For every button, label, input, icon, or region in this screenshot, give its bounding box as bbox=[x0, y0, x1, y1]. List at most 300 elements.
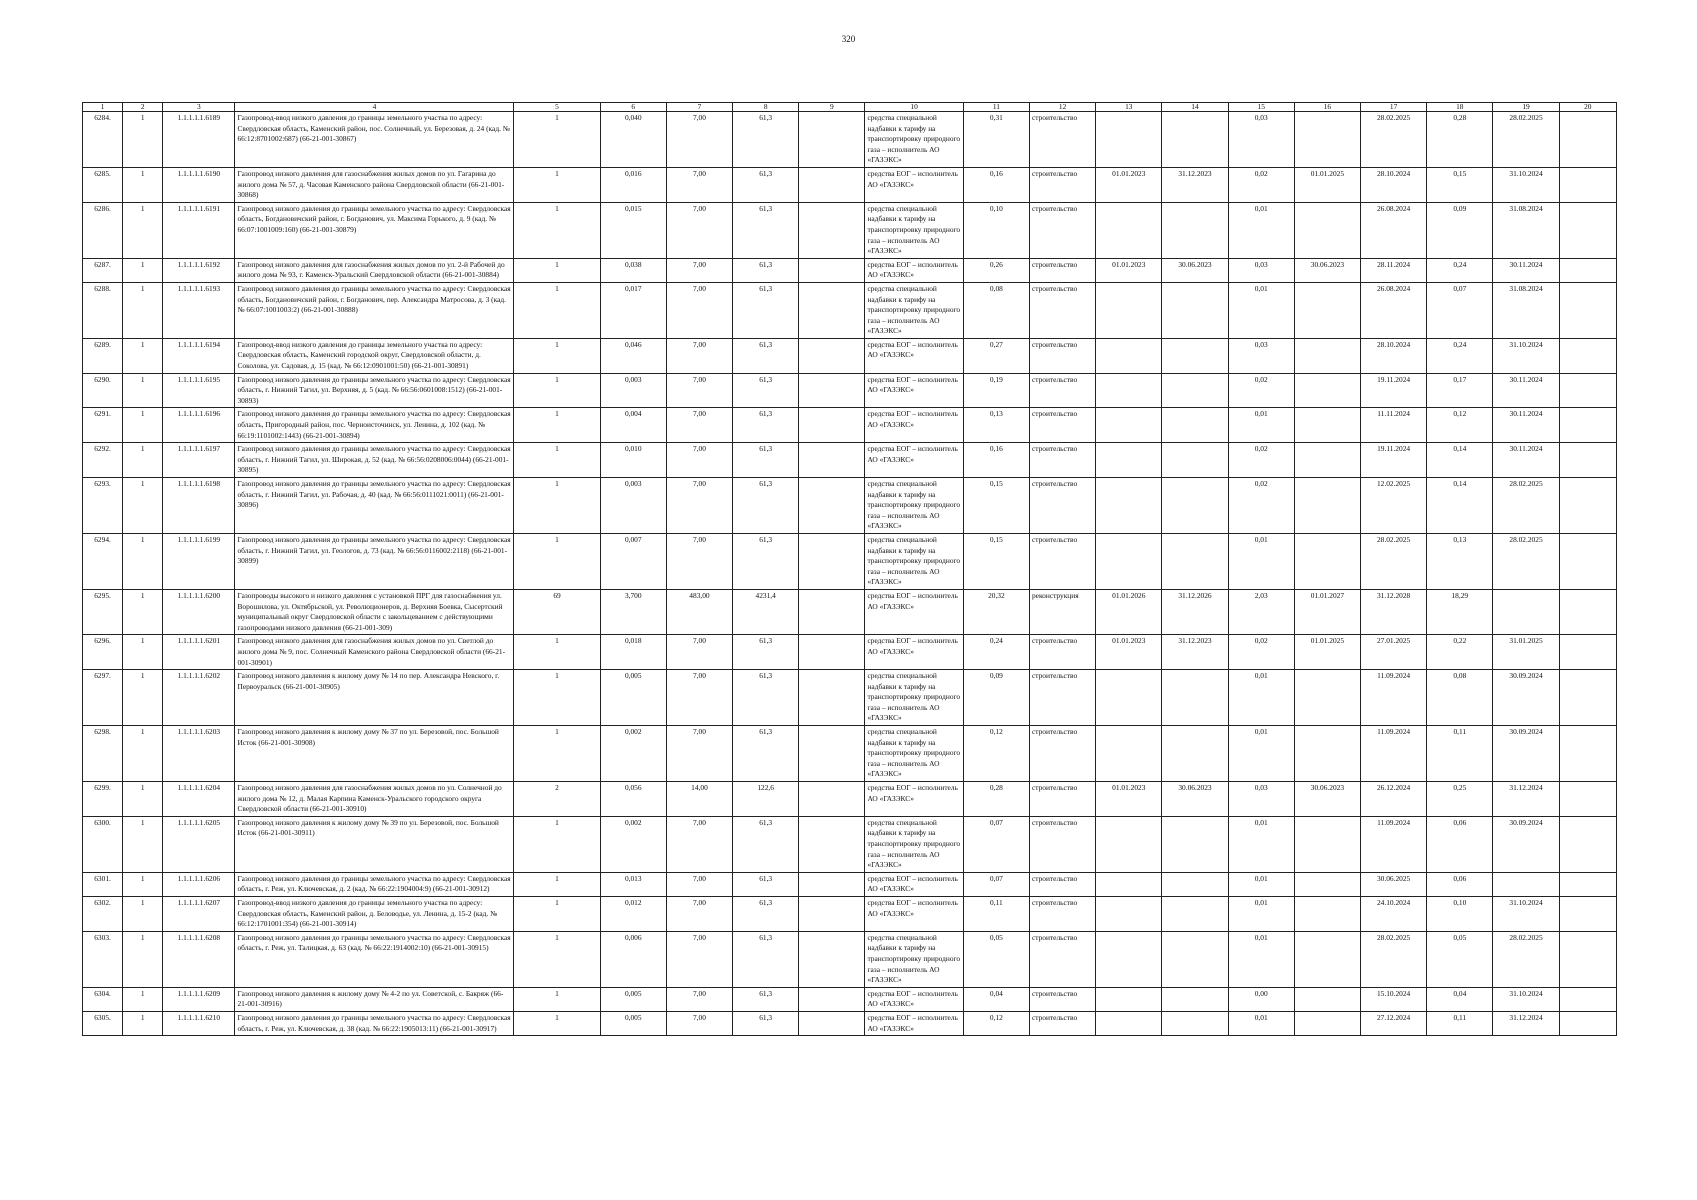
col-18-cell: 0,24 bbox=[1427, 258, 1493, 282]
col-2-cell: 1 bbox=[123, 373, 163, 408]
col-6-cell: 0,010 bbox=[600, 443, 666, 478]
col-19-cell: 31.08.2024 bbox=[1493, 202, 1559, 258]
funding-source-cell: средства ЕОГ – исполнитель АО «ГАЗЭКС» bbox=[865, 1011, 963, 1035]
col-19-cell: 30.11.2024 bbox=[1493, 373, 1559, 408]
col-20-cell bbox=[1559, 670, 1616, 726]
table-row bbox=[83, 373, 1617, 408]
column-header: 13 bbox=[1096, 103, 1162, 112]
column-header: 3 bbox=[163, 103, 235, 112]
col-16-cell bbox=[1294, 408, 1360, 443]
col-14-cell bbox=[1162, 987, 1228, 1011]
row-number-cell: 6291. bbox=[83, 408, 123, 443]
work-type-cell: строительство bbox=[1029, 816, 1095, 872]
col-18-cell: 0,14 bbox=[1427, 478, 1493, 534]
object-code-cell: 1.1.1.1.1.6210 bbox=[163, 1011, 235, 1035]
row-number-cell: 6300. bbox=[83, 816, 123, 872]
col-8-cell: 122,6 bbox=[733, 782, 799, 817]
col-14-cell: 30.06.2023 bbox=[1162, 258, 1228, 282]
col-5-cell: 1 bbox=[514, 167, 600, 202]
object-description-cell: Газопроводы высокого и низкого давления с установкой ПРГ для газоснабжения ул. Ворошилова, ул. Октябрьской, ул. Революционеров, д. Верхняя Боевка, Сысертский муниципальный округ Свердловской области с закольцеванием с действующими газопроводами низкого давления (66-21-001-309) bbox=[235, 589, 514, 634]
col-13-cell bbox=[1096, 282, 1162, 338]
table-row bbox=[83, 726, 1617, 782]
row-number-cell: 6293. bbox=[83, 478, 123, 534]
col-7-cell: 7,00 bbox=[666, 112, 732, 168]
col-5-cell: 1 bbox=[514, 112, 600, 168]
col-17-cell: 27.12.2024 bbox=[1361, 1011, 1427, 1035]
col-11-cell: 0,04 bbox=[963, 987, 1029, 1011]
col-18-cell: 0,25 bbox=[1427, 782, 1493, 817]
work-type-cell: строительство bbox=[1029, 408, 1095, 443]
table-row bbox=[83, 782, 1617, 817]
col-15-cell: 0,01 bbox=[1228, 408, 1294, 443]
col-11-cell: 0,07 bbox=[963, 816, 1029, 872]
col-8-cell: 4231,4 bbox=[733, 589, 799, 634]
col-19-cell: 31.10.2024 bbox=[1493, 987, 1559, 1011]
object-description-cell: Газопровод низкого давления до границы земельного участка по адресу: Свердловская область, г. Нижний Тагил, ул. Рабочая, д. 40 (кад. № 66:56:0111021:0011) (66-21-001-30896) bbox=[235, 478, 514, 534]
funding-source-cell: средства специальной надбавки к тарифу на транспортировку природного газа – исполнитель АО «ГАЗЭКС» bbox=[865, 282, 963, 338]
col-13-cell bbox=[1096, 408, 1162, 443]
col-16-cell bbox=[1294, 443, 1360, 478]
column-header: 17 bbox=[1361, 103, 1427, 112]
col-20-cell bbox=[1559, 533, 1616, 589]
col-18-cell: 0,22 bbox=[1427, 635, 1493, 670]
col-19-cell: 30.11.2024 bbox=[1493, 443, 1559, 478]
col-5-cell: 1 bbox=[514, 373, 600, 408]
object-description-cell: Газопровод низкого давления для газоснабжения жилых домов по ул. Светлой до жилого дома № 9, пос. Солнечный Каменского района Свердловской области (66-21-001-30901) bbox=[235, 635, 514, 670]
col-16-cell bbox=[1294, 816, 1360, 872]
row-number-cell: 6288. bbox=[83, 282, 123, 338]
col-15-cell: 0,02 bbox=[1228, 635, 1294, 670]
col-5-cell: 2 bbox=[514, 782, 600, 817]
col-13-cell bbox=[1096, 373, 1162, 408]
funding-source-cell: средства ЕОГ – исполнитель АО «ГАЗЭКС» bbox=[865, 872, 963, 896]
col-5-cell: 1 bbox=[514, 1011, 600, 1035]
col-5-cell: 1 bbox=[514, 726, 600, 782]
col-18-cell: 18,29 bbox=[1427, 589, 1493, 634]
work-type-cell: строительство bbox=[1029, 533, 1095, 589]
work-type-cell: строительство bbox=[1029, 282, 1095, 338]
col-16-cell bbox=[1294, 533, 1360, 589]
table-row bbox=[83, 202, 1617, 258]
col-5-cell: 1 bbox=[514, 816, 600, 872]
col-13-cell: 01.01.2026 bbox=[1096, 589, 1162, 634]
col-6-cell: 0,002 bbox=[600, 726, 666, 782]
col-16-cell bbox=[1294, 338, 1360, 373]
col-14-cell bbox=[1162, 533, 1228, 589]
col-16-cell bbox=[1294, 1011, 1360, 1035]
col-6-cell: 0,004 bbox=[600, 408, 666, 443]
col-8-cell: 61,3 bbox=[733, 726, 799, 782]
col-8-cell: 61,3 bbox=[733, 338, 799, 373]
col-15-cell: 0,01 bbox=[1228, 816, 1294, 872]
col-13-cell bbox=[1096, 872, 1162, 896]
col-15-cell: 0,03 bbox=[1228, 258, 1294, 282]
page-number: 320 bbox=[841, 34, 856, 44]
col-6-cell: 0,003 bbox=[600, 373, 666, 408]
col-11-cell: 0,16 bbox=[963, 443, 1029, 478]
col-6-cell: 0,040 bbox=[600, 112, 666, 168]
col-17-cell: 28.10.2024 bbox=[1361, 167, 1427, 202]
col-6-cell: 0,016 bbox=[600, 167, 666, 202]
col-20-cell bbox=[1559, 338, 1616, 373]
col-9-cell bbox=[799, 202, 865, 258]
row-number-cell: 6298. bbox=[83, 726, 123, 782]
col-9-cell bbox=[799, 896, 865, 931]
col-6-cell: 0,046 bbox=[600, 338, 666, 373]
col-13-cell: 01.01.2023 bbox=[1096, 782, 1162, 817]
col-17-cell: 15.10.2024 bbox=[1361, 987, 1427, 1011]
col-13-cell bbox=[1096, 478, 1162, 534]
col-11-cell: 0,12 bbox=[963, 1011, 1029, 1035]
col-14-cell: 31.12.2026 bbox=[1162, 589, 1228, 634]
col-8-cell: 61,3 bbox=[733, 478, 799, 534]
object-description-cell: Газопровод низкого давления до границы земельного участка по адресу: Свердловская область, г. Нижний Тагил, ул. Верхняя, д. 5 (кад. № 66:56:0601008:1512) (66-21-001-30893) bbox=[235, 373, 514, 408]
table-row bbox=[83, 443, 1617, 478]
col-17-cell: 11.09.2024 bbox=[1361, 726, 1427, 782]
col-2-cell: 1 bbox=[123, 896, 163, 931]
col-17-cell: 27.01.2025 bbox=[1361, 635, 1427, 670]
col-15-cell: 0,01 bbox=[1228, 202, 1294, 258]
row-number-cell: 6297. bbox=[83, 670, 123, 726]
col-13-cell: 01.01.2023 bbox=[1096, 167, 1162, 202]
row-number-cell: 6305. bbox=[83, 1011, 123, 1035]
work-type-cell: строительство bbox=[1029, 112, 1095, 168]
col-13-cell bbox=[1096, 202, 1162, 258]
funding-source-cell: средства ЕОГ – исполнитель АО «ГАЗЭКС» bbox=[865, 635, 963, 670]
column-header: 18 bbox=[1427, 103, 1493, 112]
row-number-cell: 6285. bbox=[83, 167, 123, 202]
object-code-cell: 1.1.1.1.1.6197 bbox=[163, 443, 235, 478]
col-20-cell bbox=[1559, 478, 1616, 534]
col-14-cell bbox=[1162, 872, 1228, 896]
col-20-cell bbox=[1559, 202, 1616, 258]
col-17-cell: 30.06.2025 bbox=[1361, 872, 1427, 896]
col-15-cell: 0,01 bbox=[1228, 931, 1294, 987]
col-16-cell bbox=[1294, 931, 1360, 987]
col-2-cell: 1 bbox=[123, 112, 163, 168]
col-2-cell: 1 bbox=[123, 589, 163, 634]
table-row bbox=[83, 635, 1617, 670]
col-8-cell: 61,3 bbox=[733, 282, 799, 338]
col-19-cell bbox=[1493, 589, 1559, 634]
col-2-cell: 1 bbox=[123, 782, 163, 817]
col-11-cell: 0,27 bbox=[963, 338, 1029, 373]
col-19-cell: 31.10.2024 bbox=[1493, 167, 1559, 202]
object-code-cell: 1.1.1.1.1.6194 bbox=[163, 338, 235, 373]
object-code-cell: 1.1.1.1.1.6202 bbox=[163, 670, 235, 726]
col-18-cell: 0,11 bbox=[1427, 726, 1493, 782]
col-2-cell: 1 bbox=[123, 478, 163, 534]
col-14-cell bbox=[1162, 202, 1228, 258]
col-7-cell: 7,00 bbox=[666, 282, 732, 338]
col-20-cell bbox=[1559, 167, 1616, 202]
table-row bbox=[83, 589, 1617, 634]
col-14-cell bbox=[1162, 408, 1228, 443]
col-2-cell: 1 bbox=[123, 258, 163, 282]
col-6-cell: 3,700 bbox=[600, 589, 666, 634]
col-5-cell: 1 bbox=[514, 258, 600, 282]
col-2-cell: 1 bbox=[123, 202, 163, 258]
col-13-cell bbox=[1096, 533, 1162, 589]
col-17-cell: 28.02.2025 bbox=[1361, 533, 1427, 589]
col-8-cell: 61,3 bbox=[733, 1011, 799, 1035]
object-description-cell: Газопровод низкого давления к жилому дому № 4-2 по ул. Советской, с. Бакряж (66-21-001-30916) bbox=[235, 987, 514, 1011]
col-7-cell: 7,00 bbox=[666, 1011, 732, 1035]
col-19-cell: 31.12.2024 bbox=[1493, 1011, 1559, 1035]
col-6-cell: 0,018 bbox=[600, 635, 666, 670]
funding-source-cell: средства ЕОГ – исполнитель АО «ГАЗЭКС» bbox=[865, 167, 963, 202]
funding-source-cell: средства специальной надбавки к тарифу на транспортировку природного газа – исполнитель АО «ГАЗЭКС» bbox=[865, 478, 963, 534]
col-16-cell bbox=[1294, 872, 1360, 896]
col-6-cell: 0,006 bbox=[600, 931, 666, 987]
col-19-cell: 28.02.2025 bbox=[1493, 533, 1559, 589]
column-header: 14 bbox=[1162, 103, 1228, 112]
col-16-cell: 01.01.2025 bbox=[1294, 635, 1360, 670]
object-code-cell: 1.1.1.1.1.6203 bbox=[163, 726, 235, 782]
object-description-cell: Газопровод низкого давления до границы земельного участка по адресу: Свердловская область, г. Реж, ул. Ключевская, д. 2 (кад. № 66:22:1904004:9) (66-21-001-30912) bbox=[235, 872, 514, 896]
col-11-cell: 0,26 bbox=[963, 258, 1029, 282]
col-20-cell bbox=[1559, 258, 1616, 282]
col-7-cell: 7,00 bbox=[666, 670, 732, 726]
col-16-cell bbox=[1294, 373, 1360, 408]
col-18-cell: 0,24 bbox=[1427, 338, 1493, 373]
col-16-cell bbox=[1294, 282, 1360, 338]
funding-source-cell: средства ЕОГ – исполнитель АО «ГАЗЭКС» bbox=[865, 258, 963, 282]
col-7-cell: 7,00 bbox=[666, 726, 732, 782]
col-5-cell: 1 bbox=[514, 670, 600, 726]
col-18-cell: 0,12 bbox=[1427, 408, 1493, 443]
table-body bbox=[83, 112, 1617, 1036]
col-11-cell: 0,19 bbox=[963, 373, 1029, 408]
object-description-cell: Газопровод-ввод низкого давления до границы земельного участка по адресу: Свердловская область, Каменский район, д. Беловодье, ул. Ленина, д. 15-2 (кад. № 66:12:1701001:354) (66-21-001-30914) bbox=[235, 896, 514, 931]
col-11-cell: 0,10 bbox=[963, 202, 1029, 258]
table-row bbox=[83, 408, 1617, 443]
col-13-cell bbox=[1096, 338, 1162, 373]
col-8-cell: 61,3 bbox=[733, 816, 799, 872]
row-number-cell: 6290. bbox=[83, 373, 123, 408]
col-16-cell bbox=[1294, 478, 1360, 534]
col-9-cell bbox=[799, 987, 865, 1011]
col-20-cell bbox=[1559, 589, 1616, 634]
funding-source-cell: средства специальной надбавки к тарифу на транспортировку природного газа – исполнитель АО «ГАЗЭКС» bbox=[865, 726, 963, 782]
object-code-cell: 1.1.1.1.1.6190 bbox=[163, 167, 235, 202]
column-header: 1 bbox=[83, 103, 123, 112]
column-header: 12 bbox=[1029, 103, 1095, 112]
column-header: 2 bbox=[123, 103, 163, 112]
col-15-cell: 0,03 bbox=[1228, 782, 1294, 817]
col-5-cell: 1 bbox=[514, 987, 600, 1011]
col-2-cell: 1 bbox=[123, 1011, 163, 1035]
col-13-cell: 01.01.2023 bbox=[1096, 258, 1162, 282]
col-15-cell: 0,03 bbox=[1228, 112, 1294, 168]
col-16-cell bbox=[1294, 112, 1360, 168]
col-5-cell: 69 bbox=[514, 589, 600, 634]
col-16-cell: 01.01.2027 bbox=[1294, 589, 1360, 634]
col-6-cell: 0,015 bbox=[600, 202, 666, 258]
work-type-cell: строительство bbox=[1029, 167, 1095, 202]
col-2-cell: 1 bbox=[123, 408, 163, 443]
col-7-cell: 7,00 bbox=[666, 443, 732, 478]
table-row bbox=[83, 816, 1617, 872]
work-type-cell: строительство bbox=[1029, 443, 1095, 478]
col-15-cell: 0,00 bbox=[1228, 987, 1294, 1011]
column-header: 7 bbox=[666, 103, 732, 112]
col-14-cell bbox=[1162, 478, 1228, 534]
col-17-cell: 28.10.2024 bbox=[1361, 338, 1427, 373]
col-8-cell: 61,3 bbox=[733, 987, 799, 1011]
object-description-cell: Газопровод низкого давления к жилому дому № 39 по ул. Березовой, пос. Большой Исток (66-21-001-30911) bbox=[235, 816, 514, 872]
row-number-cell: 6294. bbox=[83, 533, 123, 589]
funding-source-cell: средства специальной надбавки к тарифу на транспортировку природного газа – исполнитель АО «ГАЗЭКС» bbox=[865, 533, 963, 589]
col-9-cell bbox=[799, 282, 865, 338]
col-6-cell: 0,056 bbox=[600, 782, 666, 817]
col-20-cell bbox=[1559, 112, 1616, 168]
col-8-cell: 61,3 bbox=[733, 635, 799, 670]
col-20-cell bbox=[1559, 816, 1616, 872]
col-20-cell bbox=[1559, 931, 1616, 987]
funding-source-cell: средства ЕОГ – исполнитель АО «ГАЗЭКС» bbox=[865, 443, 963, 478]
col-19-cell: 31.08.2024 bbox=[1493, 282, 1559, 338]
col-9-cell bbox=[799, 635, 865, 670]
col-7-cell: 7,00 bbox=[666, 635, 732, 670]
col-15-cell: 0,02 bbox=[1228, 167, 1294, 202]
column-header: 10 bbox=[865, 103, 963, 112]
col-8-cell: 61,3 bbox=[733, 443, 799, 478]
col-9-cell bbox=[799, 373, 865, 408]
funding-source-cell: средства ЕОГ – исполнитель АО «ГАЗЭКС» bbox=[865, 782, 963, 817]
col-11-cell: 0,16 bbox=[963, 167, 1029, 202]
col-20-cell bbox=[1559, 872, 1616, 896]
col-19-cell: 31.10.2024 bbox=[1493, 338, 1559, 373]
col-17-cell: 28.02.2025 bbox=[1361, 931, 1427, 987]
col-14-cell bbox=[1162, 112, 1228, 168]
table-row bbox=[83, 167, 1617, 202]
col-2-cell: 1 bbox=[123, 443, 163, 478]
col-11-cell: 0,12 bbox=[963, 726, 1029, 782]
object-description-cell: Газопровод низкого давления до границы земельного участка по адресу: Свердловская область, Богдановичский район, г. Богданович, ул. Максима Горького, д. 9 (кад. № 66:07:1001009:160) (66-21-001-30879) bbox=[235, 202, 514, 258]
column-header: 20 bbox=[1559, 103, 1616, 112]
object-code-cell: 1.1.1.1.1.6207 bbox=[163, 896, 235, 931]
work-type-cell: строительство bbox=[1029, 338, 1095, 373]
col-17-cell: 26.08.2024 bbox=[1361, 282, 1427, 338]
object-description-cell: Газопровод низкого давления до границы земельного участка по адресу: Свердловская область, г. Нижний Тагил, ул. Геологов, д. 73 (кад. № 66:56:0116002:2118) (66-21-001-30899) bbox=[235, 533, 514, 589]
col-5-cell: 1 bbox=[514, 408, 600, 443]
object-description-cell: Газопровод низкого давления до границы земельного участка по адресу: Свердловская область, г. Реж, ул. Талицкая, д. 63 (кад. № 66:22:1914002:10) (66-21-001-30915) bbox=[235, 931, 514, 987]
row-number-cell: 6292. bbox=[83, 443, 123, 478]
col-14-cell bbox=[1162, 443, 1228, 478]
col-9-cell bbox=[799, 782, 865, 817]
col-7-cell: 7,00 bbox=[666, 202, 732, 258]
col-18-cell: 0,11 bbox=[1427, 1011, 1493, 1035]
col-7-cell: 7,00 bbox=[666, 816, 732, 872]
col-9-cell bbox=[799, 443, 865, 478]
column-header: 4 bbox=[235, 103, 514, 112]
work-type-cell: строительство bbox=[1029, 202, 1095, 258]
col-13-cell bbox=[1096, 670, 1162, 726]
col-13-cell bbox=[1096, 726, 1162, 782]
col-16-cell bbox=[1294, 726, 1360, 782]
funding-source-cell: средства ЕОГ – исполнитель АО «ГАЗЭКС» bbox=[865, 338, 963, 373]
col-19-cell bbox=[1493, 872, 1559, 896]
col-14-cell bbox=[1162, 338, 1228, 373]
work-type-cell: реконструкция bbox=[1029, 589, 1095, 634]
funding-source-cell: средства специальной надбавки к тарифу на транспортировку природного газа – исполнитель АО «ГАЗЭКС» bbox=[865, 931, 963, 987]
col-11-cell: 0,13 bbox=[963, 408, 1029, 443]
col-13-cell bbox=[1096, 987, 1162, 1011]
col-11-cell: 0,28 bbox=[963, 782, 1029, 817]
funding-source-cell: средства ЕОГ – исполнитель АО «ГАЗЭКС» bbox=[865, 589, 963, 634]
col-19-cell: 28.02.2025 bbox=[1493, 931, 1559, 987]
col-11-cell: 0,09 bbox=[963, 670, 1029, 726]
col-17-cell: 28.11.2024 bbox=[1361, 258, 1427, 282]
col-6-cell: 0,038 bbox=[600, 258, 666, 282]
work-type-cell: строительство bbox=[1029, 635, 1095, 670]
col-19-cell: 28.02.2025 bbox=[1493, 478, 1559, 534]
col-17-cell: 24.10.2024 bbox=[1361, 896, 1427, 931]
col-5-cell: 1 bbox=[514, 635, 600, 670]
row-number-cell: 6299. bbox=[83, 782, 123, 817]
col-8-cell: 61,3 bbox=[733, 896, 799, 931]
object-code-cell: 1.1.1.1.1.6204 bbox=[163, 782, 235, 817]
col-20-cell bbox=[1559, 782, 1616, 817]
col-19-cell: 30.09.2024 bbox=[1493, 816, 1559, 872]
row-number-cell: 6303. bbox=[83, 931, 123, 987]
col-14-cell bbox=[1162, 726, 1228, 782]
col-15-cell: 0,01 bbox=[1228, 533, 1294, 589]
object-description-cell: Газопровод-ввод низкого давления до границы земельного участка по адресу: Свердловская область, Каменский городской округ, Свердловской области, д. Соколова, ул. Садовая, д. 15 (кад. № 66:12:0901001:50) (66-21-001-30891) bbox=[235, 338, 514, 373]
col-19-cell: 31.10.2024 bbox=[1493, 896, 1559, 931]
object-description-cell: Газопровод низкого давления до границы земельного участка по адресу: Свердловская область, Пригородный район, пос. Черноисточинск, ул. Ленина, д. 102 (кад. № 66:19:1101002:1443) (66-21-001-30894) bbox=[235, 408, 514, 443]
object-description-cell: Газопровод низкого давления для газоснабжения жилых домов по ул. Гагарина до жилого дома № 57, д. Часовая Каменского района Свердловской области (66-21-001-30868) bbox=[235, 167, 514, 202]
col-13-cell bbox=[1096, 816, 1162, 872]
col-7-cell: 7,00 bbox=[666, 373, 732, 408]
col-11-cell: 0,05 bbox=[963, 931, 1029, 987]
col-18-cell: 0,13 bbox=[1427, 533, 1493, 589]
col-19-cell: 28.02.2025 bbox=[1493, 112, 1559, 168]
table-row bbox=[83, 896, 1617, 931]
row-number-cell: 6301. bbox=[83, 872, 123, 896]
object-code-cell: 1.1.1.1.1.6196 bbox=[163, 408, 235, 443]
col-6-cell: 0,005 bbox=[600, 987, 666, 1011]
col-18-cell: 0,05 bbox=[1427, 931, 1493, 987]
col-15-cell: 0,03 bbox=[1228, 338, 1294, 373]
col-18-cell: 0,15 bbox=[1427, 167, 1493, 202]
col-11-cell: 0,15 bbox=[963, 533, 1029, 589]
col-2-cell: 1 bbox=[123, 167, 163, 202]
row-number-cell: 6287. bbox=[83, 258, 123, 282]
col-7-cell: 7,00 bbox=[666, 478, 732, 534]
work-type-cell: строительство bbox=[1029, 896, 1095, 931]
col-2-cell: 1 bbox=[123, 816, 163, 872]
col-20-cell bbox=[1559, 726, 1616, 782]
row-number-cell: 6284. bbox=[83, 112, 123, 168]
col-5-cell: 1 bbox=[514, 443, 600, 478]
column-header: 6 bbox=[600, 103, 666, 112]
object-code-cell: 1.1.1.1.1.6191 bbox=[163, 202, 235, 258]
col-8-cell: 61,3 bbox=[733, 373, 799, 408]
col-17-cell: 12.02.2025 bbox=[1361, 478, 1427, 534]
col-5-cell: 1 bbox=[514, 282, 600, 338]
col-7-cell: 7,00 bbox=[666, 987, 732, 1011]
col-13-cell bbox=[1096, 112, 1162, 168]
col-18-cell: 0,28 bbox=[1427, 112, 1493, 168]
col-13-cell bbox=[1096, 1011, 1162, 1035]
col-2-cell: 1 bbox=[123, 533, 163, 589]
work-type-cell: строительство bbox=[1029, 258, 1095, 282]
col-7-cell: 7,00 bbox=[666, 896, 732, 931]
col-14-cell: 31.12.2023 bbox=[1162, 167, 1228, 202]
col-7-cell: 7,00 bbox=[666, 258, 732, 282]
